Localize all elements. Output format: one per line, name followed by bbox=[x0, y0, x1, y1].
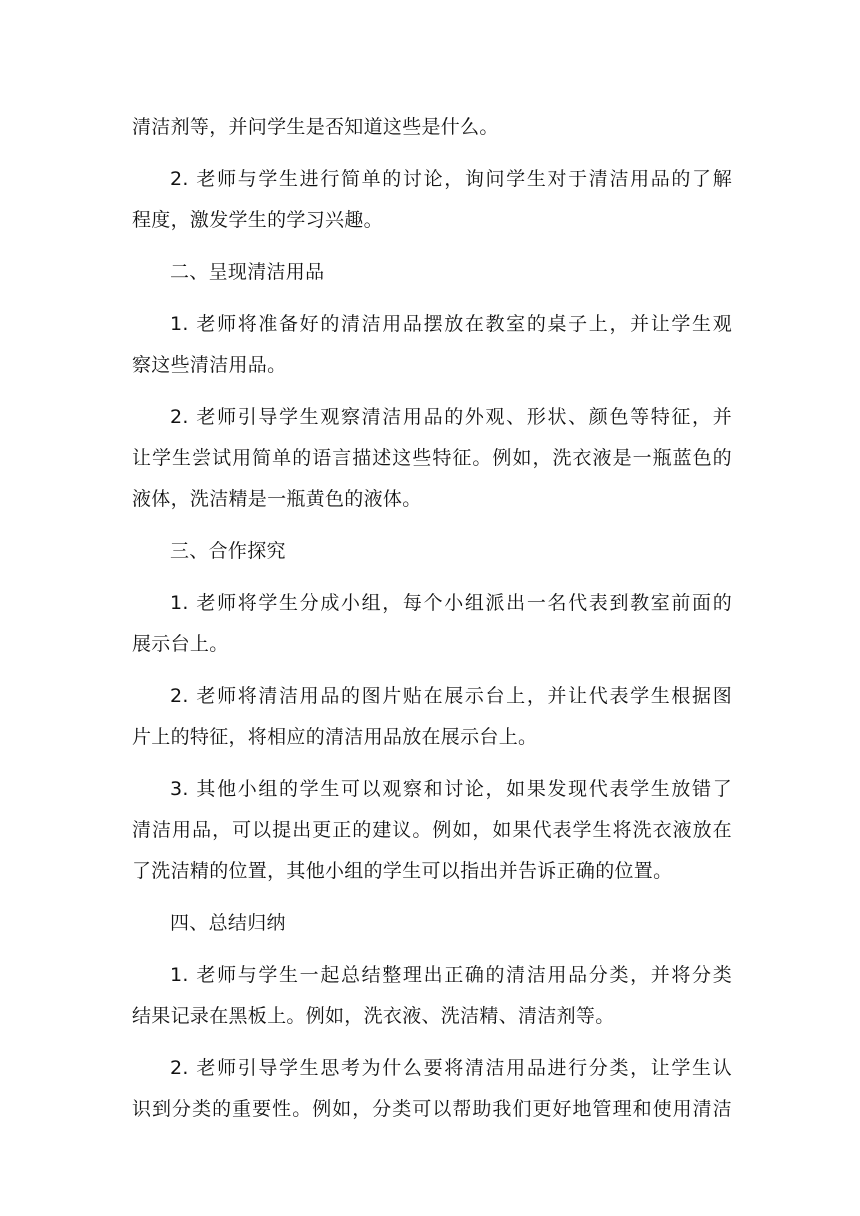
text-line: 结果记录在黑板上。例如，洗衣液、洗洁精、清洁剂等。 bbox=[132, 1005, 615, 1027]
text-line: 识到分类的重要性。例如，分类可以帮助我们更好地管理和使用清洁 bbox=[132, 1098, 732, 1120]
section-heading: 三、合作探究 bbox=[170, 540, 286, 562]
text-line: 展示台上。 bbox=[132, 633, 229, 655]
text-line: 1. 老师与学生一起总结整理出正确的清洁用品分类，并将分类 bbox=[170, 964, 732, 986]
text-line: 1. 老师将学生分成小组，每个小组派出一名代表到教室前面的 bbox=[170, 592, 732, 614]
text-line: 了洗洁精的位置，其他小组的学生可以指出并告诉正确的位置。 bbox=[132, 860, 673, 882]
text-line: 2. 老师引导学生思考为什么要将清洁用品进行分类，让学生认 bbox=[170, 1057, 732, 1079]
text-line: 片上的特征，将相应的清洁用品放在展示台上。 bbox=[132, 726, 538, 748]
text-line: 2. 老师引导学生观察清洁用品的外观、形状、颜色等特征，并 bbox=[170, 406, 732, 428]
text-line: 2. 老师将清洁用品的图片贴在展示台上，并让代表学生根据图 bbox=[170, 685, 732, 707]
text-line: 2. 老师与学生进行简单的讨论，询问学生对于清洁用品的了解 bbox=[170, 168, 732, 190]
text-line: 液体，洗洁精是一瓶黄色的液体。 bbox=[132, 488, 422, 510]
text-line: 清洁用品，可以提出更正的建议。例如，如果代表学生将洗衣液放在 bbox=[132, 819, 732, 841]
text-line: 察这些清洁用品。 bbox=[132, 354, 287, 376]
section-heading: 二、呈现清洁用品 bbox=[170, 261, 325, 283]
text-line: 让学生尝试用简单的语言描述这些特征。例如，洗衣液是一瓶蓝色的 bbox=[132, 447, 732, 469]
text-line: 1. 老师将准备好的清洁用品摆放在教室的桌子上，并让学生观 bbox=[170, 313, 732, 335]
text-line: 3. 其他小组的学生可以观察和讨论，如果发现代表学生放错了 bbox=[170, 778, 732, 800]
section-heading: 四、总结归纳 bbox=[170, 912, 286, 934]
text-line: 清洁剂等，并问学生是否知道这些是什么。 bbox=[132, 116, 499, 138]
document-page bbox=[132, 107, 732, 1130]
text-line: 程度，激发学生的学习兴趣。 bbox=[132, 209, 383, 231]
